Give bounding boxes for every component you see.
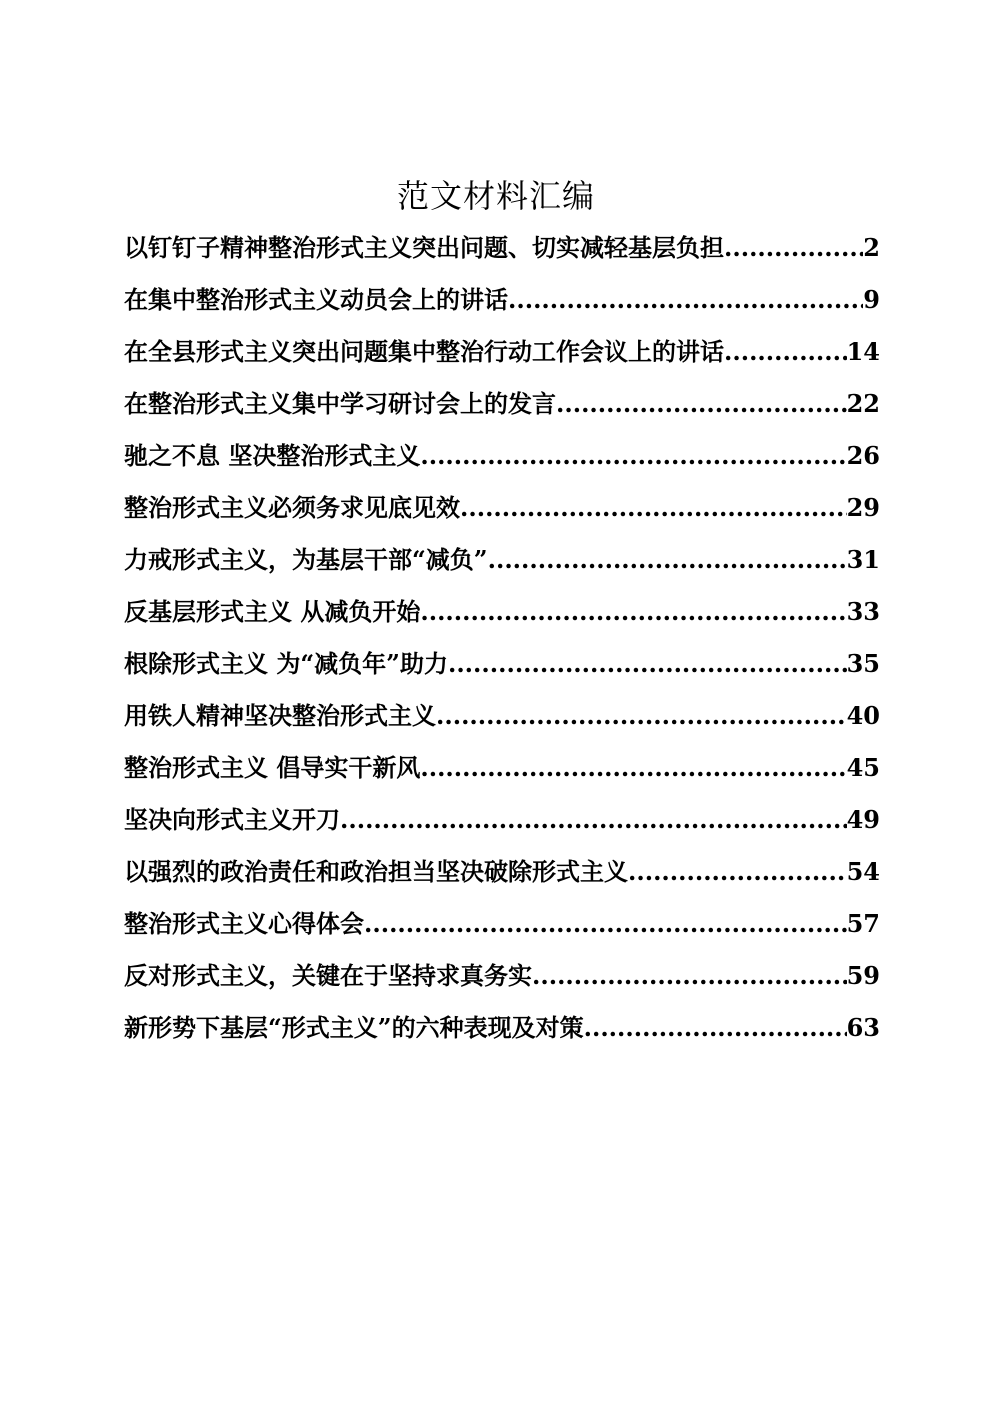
toc-entry[interactable] [124, 638, 880, 690]
toc-entry-title: 整治形式主义心得体会 [124, 909, 364, 938]
toc-entry[interactable] [124, 898, 880, 950]
toc-entry[interactable] [124, 482, 880, 534]
toc-entry-page-number: 22 [846, 389, 880, 418]
toc-entry-title: 以强烈的政治责任和政治担当坚决破除形式主义 [124, 857, 628, 886]
toc-entry-page-number: 59 [846, 961, 880, 990]
toc-entry-title: 用铁人精神坚决整治形式主义 [124, 701, 436, 730]
toc-entry-title: 反对形式主义，关键在于坚持求真务实 [124, 961, 532, 990]
toc-entry[interactable] [124, 586, 880, 638]
toc-entry-page-number: 29 [846, 493, 880, 522]
toc-entry[interactable] [124, 378, 880, 430]
toc-entry[interactable] [124, 534, 880, 586]
toc-dot-leader [436, 690, 847, 742]
toc-entry[interactable] [124, 742, 880, 794]
toc-dot-leader [420, 430, 846, 482]
toc-entry-page-number: 14 [846, 337, 880, 366]
toc-dot-leader [420, 586, 846, 638]
toc-entry-title: 在全县形式主义突出问题集中整治行动工作会议上的讲话 [124, 337, 724, 366]
toc-entry-page-number: 40 [846, 701, 880, 730]
toc-entry-title: 整治形式主义必须务求见底见效 [124, 493, 460, 522]
toc-dot-leader [508, 274, 863, 326]
toc-entry[interactable] [124, 430, 880, 482]
toc-entry-page-number: 33 [846, 597, 880, 626]
toc-entry-page-number: 9 [863, 285, 880, 314]
toc-entry-page-number: 2 [863, 233, 880, 262]
toc-entry-title: 坚决向形式主义开刀 [124, 805, 340, 834]
toc-entry-title: 整治形式主义 倡导实干新风 [124, 753, 421, 782]
toc-dot-leader [448, 638, 847, 690]
toc-dot-leader [556, 378, 847, 430]
toc-dot-leader [460, 482, 847, 534]
toc-entry-title: 反基层形式主义 从减负开始 [124, 597, 421, 626]
toc-entry[interactable] [124, 690, 880, 742]
toc-dot-leader [488, 534, 847, 586]
table-of-contents [124, 222, 880, 1054]
toc-dot-leader [628, 846, 847, 898]
toc-dot-leader [724, 326, 847, 378]
toc-entry-page-number: 45 [846, 753, 880, 782]
toc-dot-leader [364, 898, 847, 950]
document-title: 范文材料汇编 [396, 177, 595, 215]
toc-entry-title: 在集中整治形式主义动员会上的讲话 [124, 285, 508, 314]
toc-entry[interactable] [124, 846, 880, 898]
toc-dot-leader [584, 1002, 847, 1054]
toc-entry-page-number: 57 [846, 909, 880, 938]
toc-entry[interactable] [124, 274, 880, 326]
toc-dot-leader [420, 742, 846, 794]
toc-entry-title: 根除形式主义 为“减负年”助力 [124, 649, 448, 678]
toc-dot-leader [532, 950, 847, 1002]
toc-entry-page-number: 63 [846, 1013, 880, 1042]
toc-entry-title: 力戒形式主义，为基层干部“减负” [124, 545, 488, 574]
toc-entry-page-number: 35 [846, 649, 880, 678]
toc-entry-title: 在整治形式主义集中学习研讨会上的发言 [124, 389, 556, 418]
toc-entry[interactable] [124, 1002, 880, 1054]
toc-entry-page-number: 31 [846, 545, 880, 574]
toc-entry-title: 驰之不息 坚决整治形式主义 [124, 441, 421, 470]
toc-entry-title: 以钉钉子精神整治形式主义突出问题、切实减轻基层负担 [124, 233, 724, 262]
toc-entry[interactable] [124, 794, 880, 846]
toc-entry-page-number: 26 [846, 441, 880, 470]
toc-entry[interactable] [124, 222, 880, 274]
toc-dot-leader [724, 222, 863, 274]
toc-entry[interactable] [124, 326, 880, 378]
toc-entry[interactable] [124, 950, 880, 1002]
toc-dot-leader [340, 794, 847, 846]
toc-entry-title: 新形势下基层“形式主义”的六种表现及对策 [124, 1013, 584, 1042]
toc-entry-page-number: 49 [846, 805, 880, 834]
toc-entry-page-number: 54 [846, 857, 880, 886]
